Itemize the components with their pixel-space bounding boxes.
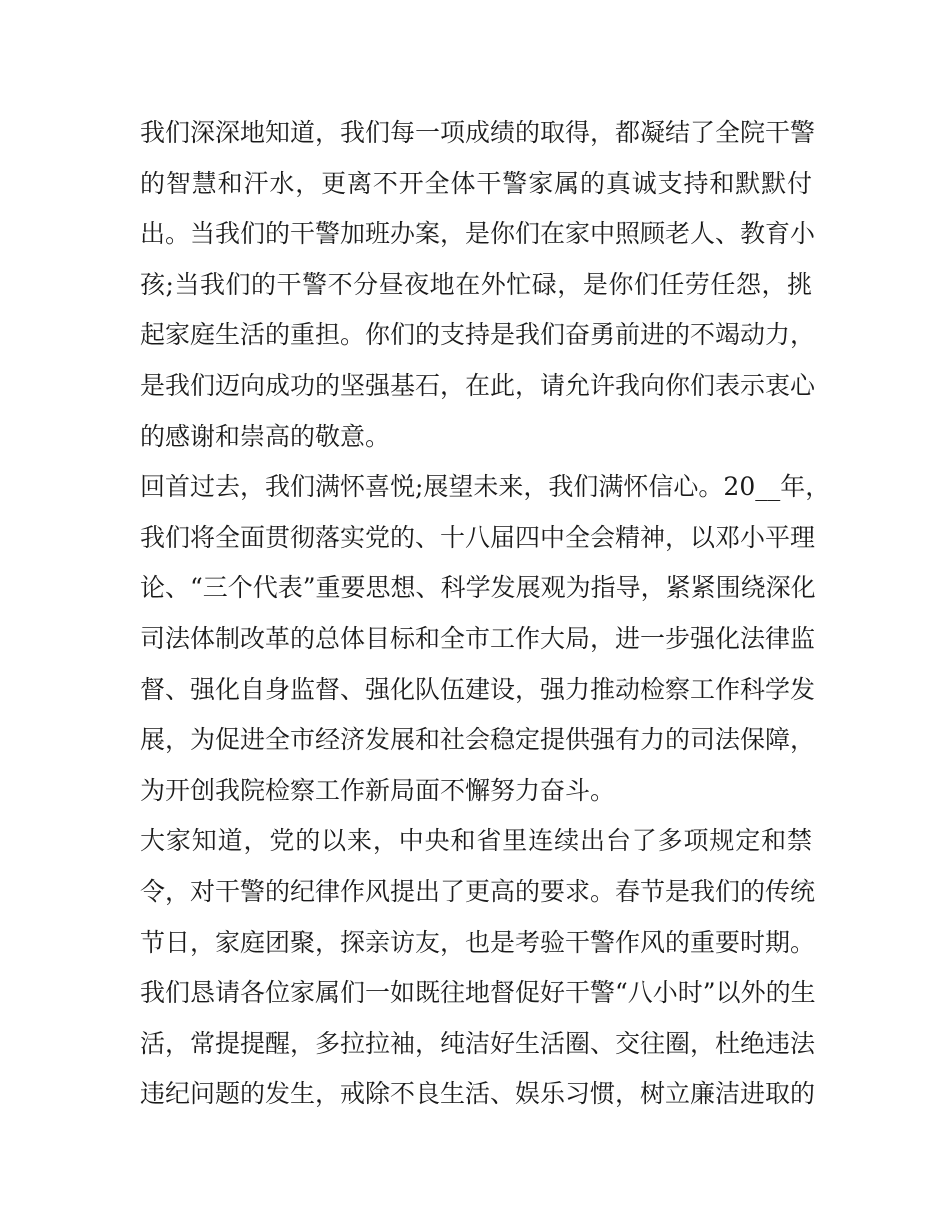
paragraph-3 [140,816,816,1120]
document-body [140,108,831,1120]
paragraph-line: 是我们迈向成功的坚强基石，在此，请允许我向你们表示衷心 [140,370,816,400]
paragraph-line: 违纪问题的发生，戒除不良生活、娱乐习惯，树立廉洁进取的 [140,1079,816,1109]
paragraph-line: 我们深深地知道，我们每一项成绩的取得，都凝结了全院干警 [140,118,816,147]
paragraph-line: 的智慧和汗水，更离不开全体干警家属的真诚支持和默默付 [140,168,812,198]
paragraph-line: 节日，家庭团聚，探亲访友，也是考验干警作风的重要时期。 [140,927,816,957]
paragraph-line: 孩;当我们的干警不分昼夜地在外忙碌，是你们任劳任怨，挑 [140,269,812,299]
paragraph-line: 出。当我们的干警加班办案，是你们在家中照顾老人、教育小 [140,219,816,249]
paragraph-line: 回首过去，我们满怀喜悦;展望未来，我们满怀信心。20__年， [140,472,831,502]
paragraph-1 [140,108,816,462]
paragraph-line: 为开创我院检察工作新局面不懈努力奋斗。 [140,775,616,805]
paragraph-line: 的感谢和崇高的敬意。 [140,421,391,451]
paragraph-line: 展，为促进全市经济发展和社会稳定提供强有力的司法保障， [140,725,816,755]
paragraph-line: 起家庭生活的重担。你们的支持是我们奋勇前进的不竭动力， [140,320,816,350]
paragraph-line: 论、“三个代表”重要思想、科学发展观为指导，紧紧围绕深化 [140,573,816,603]
paragraph-line: 我们将全面贯彻落实党的、十八届四中全会精神，以邓小平理 [140,522,816,552]
paragraph-2 [140,462,831,816]
paragraph-line: 督、强化自身监督、强化队伍建设，强力推动检察工作科学发 [140,674,816,704]
paragraph-line: 我们恳请各位家属们一如既往地督促好干警“八小时”以外的生 [140,978,816,1008]
paragraph-line: 司法体制改革的总体目标和全市工作大局，进一步强化法律监 [140,623,816,653]
paragraph-line: 大家知道，党的以来，中央和省里连续出台了多项规定和禁 [140,826,812,856]
paragraph-line: 活，常提提醒，多拉拉袖，纯洁好生活圈、交往圈，杜绝违法 [140,1028,816,1058]
paragraph-line: 令，对干警的纪律作风提出了更高的要求。春节是我们的传统 [140,876,816,906]
